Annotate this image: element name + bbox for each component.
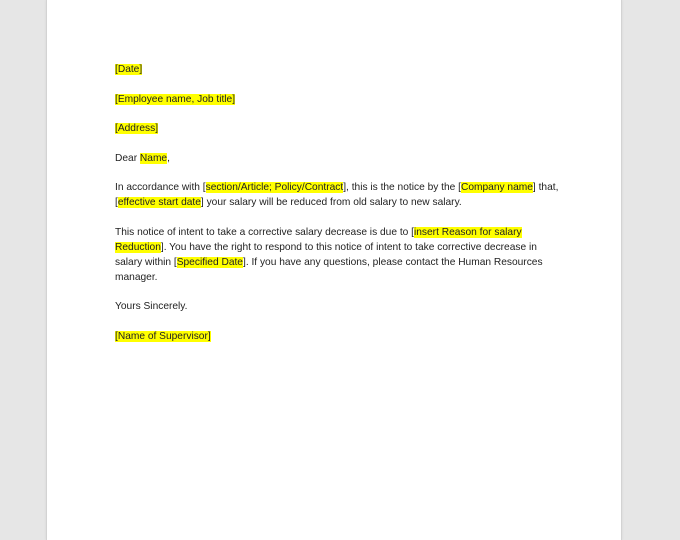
salutation-prefix: Dear	[115, 152, 140, 164]
signature-line	[115, 329, 560, 344]
address-placeholder: [Address]	[115, 123, 159, 134]
p1-text-3: ] that, [	[115, 182, 559, 208]
specified-date-placeholder: Specified Date	[176, 256, 243, 268]
salutation-name-placeholder: Name	[139, 152, 168, 164]
employee-line	[115, 92, 560, 107]
p2-text-3: ]. If you have any questions, please contact the Human Resources manager.	[115, 256, 543, 283]
p2-text-2: ]. You have the right to respond to this notice of intent to take corrective decrease in salary within [	[115, 241, 537, 268]
closing-line	[115, 299, 560, 314]
p1-text-4: ] your salary will be reduced from old salary to new salary.	[200, 197, 462, 208]
p2-text-1: This notice of intent to take a corrective salary decrease is due to [	[115, 226, 414, 238]
letter-body	[115, 62, 560, 358]
effective-date-placeholder: effective start date	[117, 197, 201, 208]
section-policy-placeholder: section/Article; Policy/Contract	[205, 182, 344, 193]
paragraph-reason	[115, 225, 560, 285]
salutation-suffix: ,	[167, 152, 170, 164]
date-line	[115, 62, 560, 77]
paragraph-notice	[115, 180, 560, 210]
supervisor-placeholder: [Name of Supervisor]	[115, 330, 211, 342]
company-name-placeholder: Company name	[461, 182, 533, 193]
closing: Yours Sincerely.	[115, 301, 188, 312]
reason-placeholder: insert Reason for salary Reduction	[115, 226, 522, 253]
date-placeholder: [Date]	[115, 64, 143, 75]
employee-placeholder: [Employee name, Job title]	[115, 93, 236, 105]
p1-text-1: In accordance with [	[115, 182, 206, 193]
address-line	[115, 121, 560, 136]
document-page	[47, 0, 621, 540]
p1-text-2: ], this is the notice by the [	[343, 182, 461, 193]
salutation	[115, 151, 560, 166]
